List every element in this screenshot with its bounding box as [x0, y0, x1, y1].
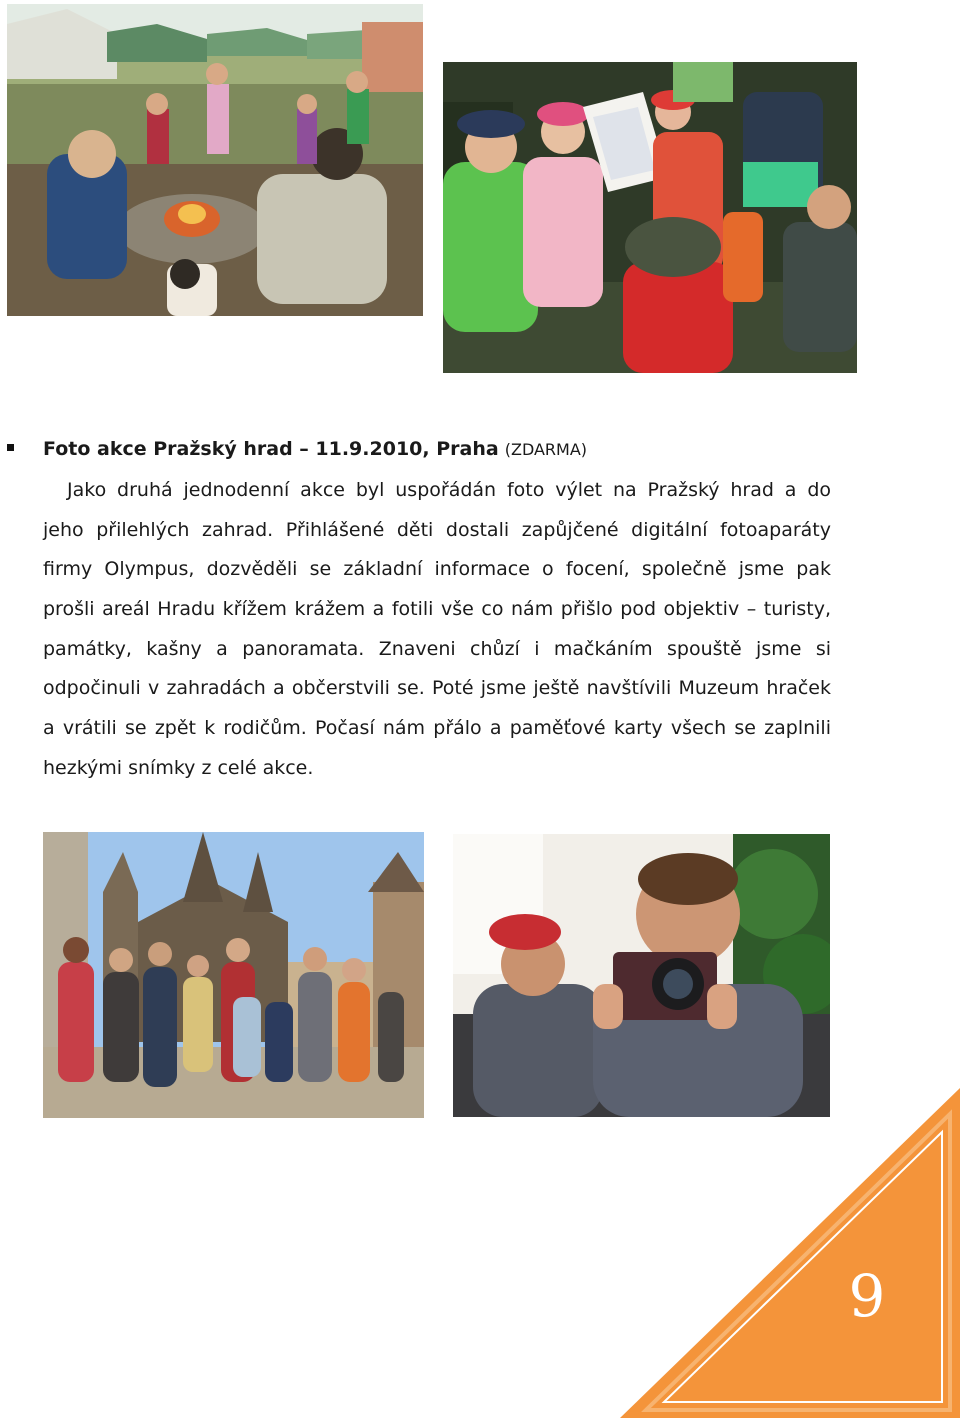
page-corner-triangle [620, 1088, 960, 1418]
paragraph-line: prošli areál Hradu křížem krážem a fotili vše co nám přišlo pod objektiv – turisty, [43, 598, 831, 620]
paragraph-line: a vrátili se zpět k rodičům. Počasí nám přálo a paměťové karty všech se zaplnili [43, 717, 831, 739]
paragraph-line: firmy Olympus, dozvěděli se základní informace o focení, společně jsme pak [43, 558, 831, 580]
paragraph-line: odpočinuli v zahradách a občerstvili se. Poté jsme ještě navštívili Muzeum hraček [43, 677, 831, 699]
paragraph-line: Jako druhá jednodenní akce byl uspořádán foto výlet na Pražský hrad a do [67, 479, 831, 501]
paragraph-line: hezkými snímky z celé akce. [43, 757, 314, 779]
photo-map [443, 62, 857, 373]
page-number: 9 [848, 1262, 886, 1330]
section-heading [43, 432, 587, 467]
photo-castle-group [43, 832, 424, 1118]
photo-camera-kids [453, 834, 830, 1117]
paragraph-line: jeho přilehlých zahrad. Přihlášené děti dostali zapůjčené digitální fotoaparáty [43, 519, 831, 541]
photo-campfire [7, 4, 423, 316]
paragraph-line: památky, kašny a panoramata. Znaveni chůzí i mačkáním spouště jsme si [43, 638, 831, 660]
heading-title: Foto akce Pražský hrad – 11.9.2010, Praha [43, 438, 499, 460]
heading-note: (ZDARMA) [504, 440, 588, 459]
bullet-square-icon [7, 444, 14, 451]
